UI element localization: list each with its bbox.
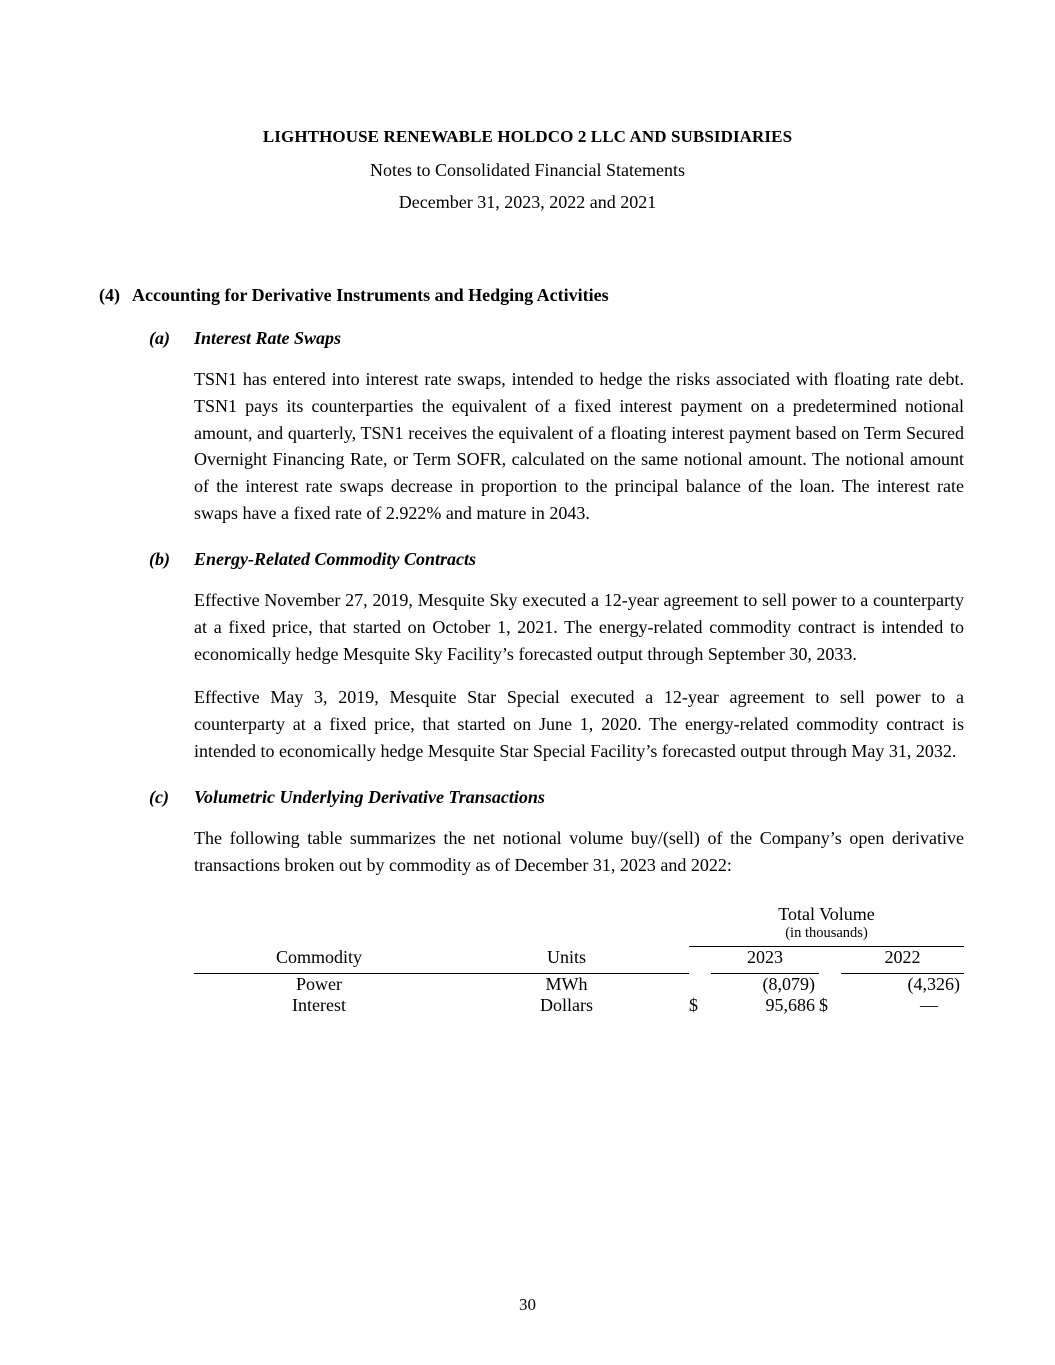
subsection-b-title: Energy-Related Commodity Contracts (194, 548, 476, 569)
subsection-a-label: (a) (149, 328, 170, 348)
table-group-header-row (194, 904, 964, 925)
column-header-2023: 2023 (747, 947, 783, 968)
cell-units: MWh (545, 974, 588, 995)
table-row (194, 974, 964, 996)
note-heading (99, 285, 960, 306)
header-company-name: LIGHTHOUSE RENEWABLE HOLDCO 2 LLC AND SUBSIDIARIES (262, 127, 793, 146)
subsection-b-paragraph-1: Effective November 27, 2019, Mesquite Sky executed a 12-year agreement to sell power to a counterparty at a fixed price, that started on October 1, 2021. The energy-related commodity contract is intended to economically hedge Mesquite Sky Facility’s forecasted output through September 30, 2033. (194, 589, 964, 664)
column-header-units: Units (546, 947, 586, 968)
page-header (0, 127, 1055, 213)
subsection-a-paragraph-1: TSN1 has entered into interest rate swaps, intended to hedge the risks associated with floating rate debt. TSN1 pays its counterparties the equivalent of a fixed interest payment on a predetermined notional amount, and quarterly, TSN1 receives the equivalent of a floating interest payment based on Term Secured Overnight Financing Rate, or Term SOFR, calculated on the same notional amount. The notional amount of the interest rate swaps decrease in proportion to the principal balance of the loan. The interest rate swaps have a fixed rate of 2.922% and mature in 2043. (194, 369, 964, 524)
cell-value-2022: (4,326) (907, 974, 961, 995)
table-column-header-row (194, 947, 964, 969)
header-period: December 31, 2023, 2022 and 2021 (398, 192, 657, 212)
cell-currency-2023 (689, 974, 711, 996)
subsection-a-title: Interest Rate Swaps (194, 328, 342, 348)
header-document-title: Notes to Consolidated Financial Statements (370, 160, 685, 180)
subsection-c-label: (c) (149, 786, 169, 807)
page-number: 30 (519, 1295, 536, 1314)
note-number: (4) (99, 285, 120, 305)
subsection-a-heading (99, 328, 960, 349)
cell-currency-2022: $ (819, 995, 828, 1016)
table-group-header: Total Volume (778, 904, 875, 925)
note-section (0, 285, 1055, 1016)
note-title: Accounting for Derivative Instruments and Hedging Activities (132, 285, 609, 305)
subsection-c-heading (99, 787, 960, 808)
cell-value-2023: 95,686 (765, 995, 815, 1016)
cell-commodity: Interest (292, 995, 346, 1016)
volumetric-table (194, 904, 964, 1016)
subsection-b-paragraph-2: Effective May 3, 2019, Mesquite Star Special executed a 12-year agreement to sell power to a counterparty at a fixed price, that started on June 1, 2020. The energy-related commodity contract is intended to economically hedge Mesquite Star Special Facility’s forecasted output through May 31, 2032. (194, 687, 964, 761)
column-header-2022: 2022 (884, 947, 921, 968)
cell-commodity: Power (296, 974, 342, 995)
table-group-subheader: (in thousands) (785, 925, 868, 942)
cell-currency-2023: $ (689, 995, 698, 1016)
cell-value-2022: — (920, 995, 939, 1016)
table-group-subheader-row (194, 925, 964, 942)
subsection-b-heading (99, 549, 960, 570)
subsection-b-label: (b) (149, 548, 170, 569)
table-row (194, 995, 964, 1016)
subsection-c-title: Volumetric Underlying Derivative Transactions (194, 786, 545, 807)
cell-currency-2022 (819, 974, 841, 996)
column-header-commodity: Commodity (275, 947, 362, 968)
subsection-c-paragraph-1: The following table summarizes the net notional volume buy/(sell) of the Company’s open derivative transactions broken out by commodity as of December 31, 2023 and 2022: (194, 827, 964, 875)
cell-units: Dollars (540, 995, 593, 1016)
page-footer (0, 1295, 1055, 1315)
volumetric-table-wrapper (194, 904, 964, 1016)
cell-value-2023: (8,079) (762, 974, 815, 995)
